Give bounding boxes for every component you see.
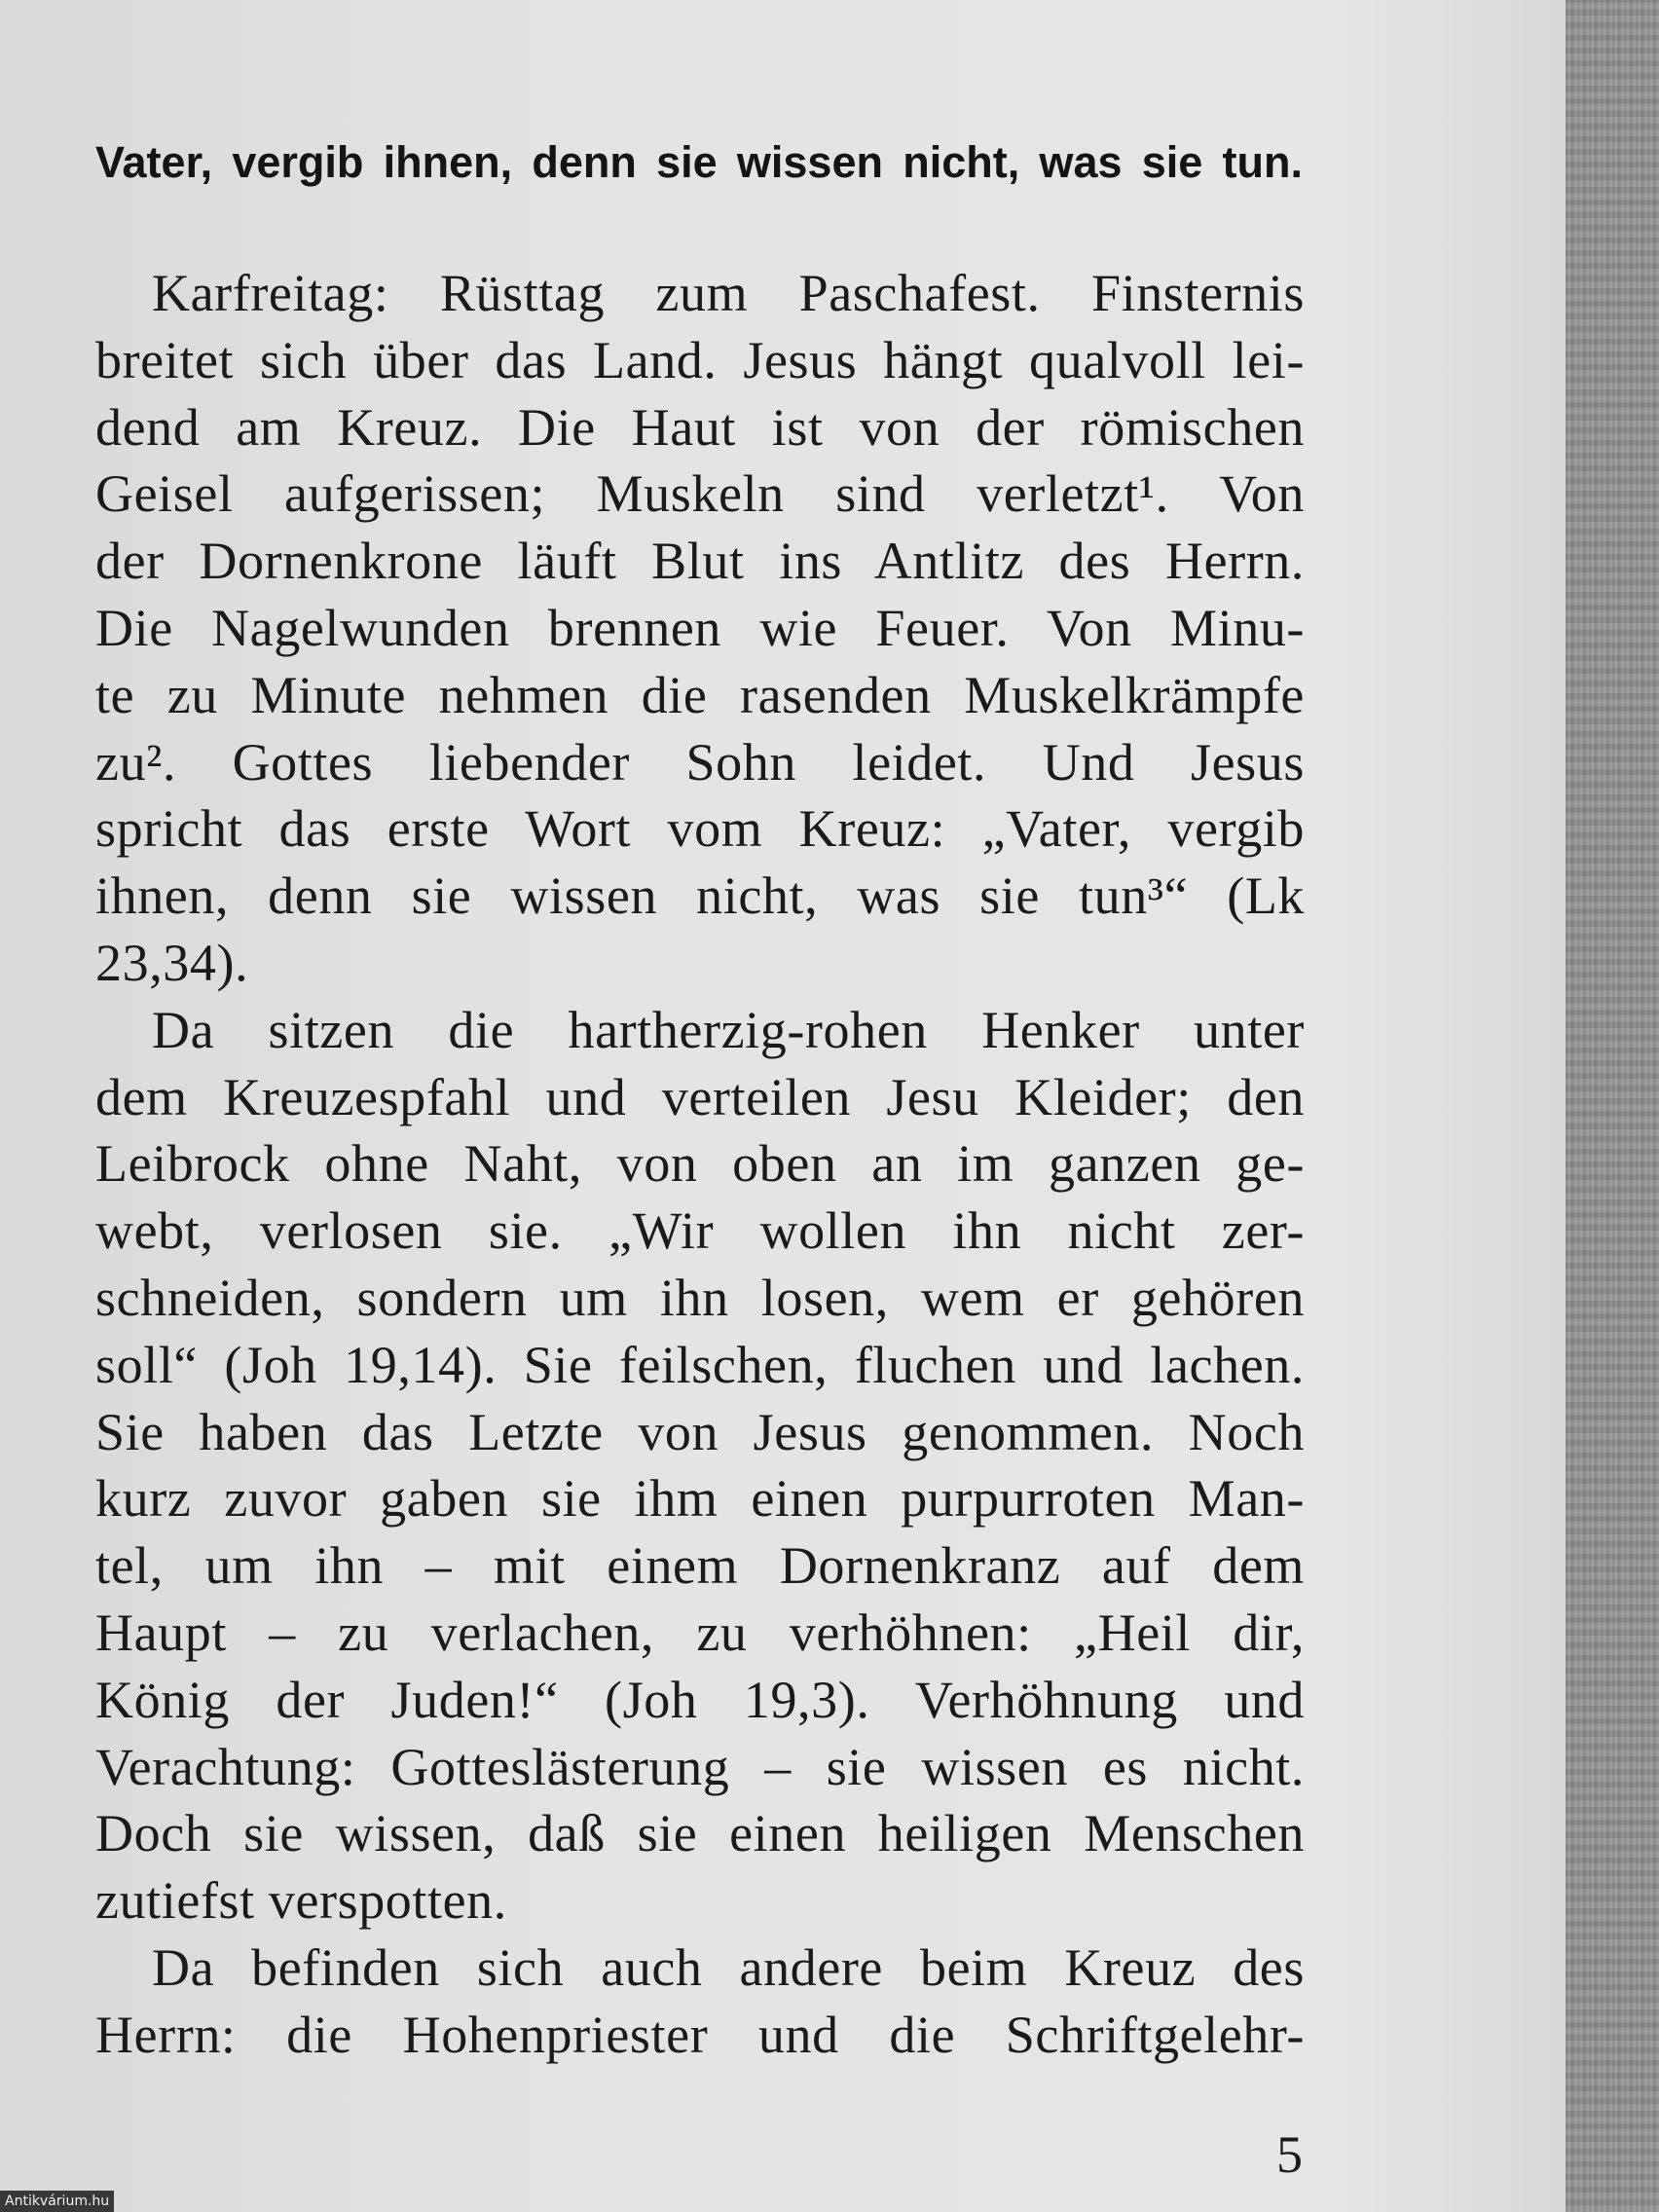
text-line: zu². Gottes liebender Sohn leidet. Und Jesus bbox=[95, 732, 1305, 792]
book-edge bbox=[1566, 0, 1659, 2212]
page-number: 5 bbox=[1276, 2125, 1303, 2184]
paragraph-1 bbox=[95, 260, 1305, 997]
text-line: Sie haben das Letzte von Jesus genommen. Noch bbox=[95, 1402, 1305, 1461]
text-line: Doch sie wissen, daß sie einen heiligen Menschen bbox=[95, 1804, 1305, 1863]
text-line: König der Juden!“ (Joh 19,3). Verhöhnung und bbox=[95, 1670, 1305, 1729]
text-line: dem Kreuzespfahl und verteilen Jesu Kleider; den bbox=[95, 1067, 1305, 1126]
paragraph-2 bbox=[95, 997, 1305, 1935]
text-line: Haupt – zu verlachen, zu verhöhnen: „Heil dir, bbox=[95, 1603, 1305, 1662]
watermark: Antikvárium.hu bbox=[0, 2191, 114, 2212]
page-heading: Vater, vergib ihnen, denn sie wissen nicht, was sie tun. bbox=[95, 137, 1303, 187]
text-line: webt, verlosen sie. „Wir wollen ihn nicht zer- bbox=[95, 1201, 1305, 1261]
text-line: Geisel aufgerissen; Muskeln sind verletzt¹. Von bbox=[95, 464, 1305, 524]
text-line: te zu Minute nehmen die rasenden Muskelkrämpfe bbox=[95, 665, 1305, 724]
text-line: Herrn: die Hohenpriester und die Schriftgelehr- bbox=[95, 2005, 1305, 2064]
body-text bbox=[95, 260, 1305, 2069]
text-line: kurz zuvor gaben sie ihm einen purpurroten Man- bbox=[95, 1469, 1305, 1529]
text-line: schneiden, sondern um ihn losen, wem er gehören bbox=[95, 1268, 1305, 1327]
text-line: Da befinden sich auch andere beim Kreuz des bbox=[152, 1937, 1305, 1997]
text-line: Da sitzen die hartherzig-rohen Henker unter bbox=[152, 1000, 1305, 1059]
text-line: Die Nagelwunden brennen wie Feuer. Von Minu- bbox=[95, 598, 1305, 657]
text-line: spricht das erste Wort vom Kreuz: „Vater, vergib bbox=[95, 799, 1305, 859]
text-line: soll“ (Joh 19,14). Sie feilschen, fluchen und lachen. bbox=[95, 1335, 1305, 1394]
text-line: zutiefst verspotten. bbox=[95, 1871, 507, 1931]
text-line: Leibrock ohne Naht, von oben an im ganzen ge- bbox=[95, 1134, 1305, 1194]
text-line: breitet sich über das Land. Jesus hängt qualvoll lei- bbox=[95, 330, 1305, 389]
text-line: dend am Kreuz. Die Haut ist von der römischen bbox=[95, 397, 1305, 457]
text-line: tel, um ihn – mit einem Dornenkranz auf dem bbox=[95, 1536, 1305, 1596]
paragraph-3 bbox=[95, 1935, 1305, 2069]
text-line: ihnen, denn sie wissen nicht, was sie tun³“ (Lk bbox=[95, 866, 1305, 926]
text-line: Karfreitag: Rüsttag zum Paschafest. Finsternis bbox=[152, 264, 1305, 322]
text-line: Verachtung: Gotteslästerung – sie wissen es nicht. bbox=[95, 1737, 1305, 1796]
text-line: 23,34). bbox=[95, 933, 249, 992]
text-line: der Dornenkrone läuft Blut ins Antlitz des Herrn. bbox=[95, 532, 1305, 591]
